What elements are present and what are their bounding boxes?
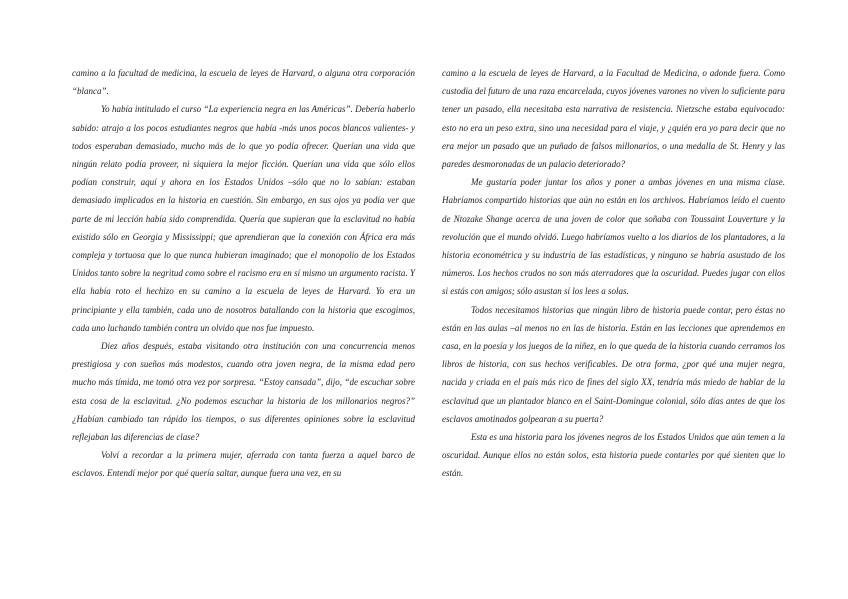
paragraph: Volví a recordar a la primera mujer, aferrada con tanta fuerza a aquel barco de esclavos. Entendí mejor por qué quería saltar, aunque fuera una vez, en su [72,450,415,479]
paragraph: camino a la escuela de leyes de Harvard, a la Facultad de Medicina, o adonde fuera. Como custodia del futuro de una raza encarcelada, cuyos jóvenes varones no viven lo suficiente para tener un pasado, ella necesitaba esta narrativa de resistencia. Nietzsche estaba equivocado: esto no era un peso extra, sino una necesidad para el viaje, y ¿quién era yo para decir que no era mejor un pasado que un puñado de falsos millonarios, o una medalla de St. Henry y las paredes desmoronadas de un palacio deteriorado? [442,68,785,170]
paragraph: Esta es una historia para los jóvenes negros de los Estados Unidos que aún temen a la oscuridad. Aunque ellos no están solos, esta historia puede contarles por qué sienten que lo están. [442,432,785,479]
paragraph: camino a la facultad de medicina, la escuela de leyes de Harvard, o alguna otra corporación “blanca”. [72,68,415,97]
paragraph: Yo había intitulado el curso “La experiencia negra en las Américas”. Debería haberlo sabido: atrajo a los pocos estudiantes negros que había -más unos pocos blancos valientes- y todos esperaban demasiado, mucho más de lo que yo podía ofrecer. Querían una vida que ningún relato podía proveer, ni siquiera la mejor ficción. Querían una vida que sólo ellos podían construir, aquí y ahora en los Estados Unidos –sólo que no lo sabían: estaban demasiado implicados en la historia en cuestión. Sin embargo, en sus ojos ya podía ver que parte de mi lección había sido comprendida. Quería que supieran que la esclavitud no había existido sólo en Georgia y Mississippi; que aprendieran que la conexión con África era más compleja y tortuosa que lo que nunca hubieran imaginado; que el monopolio de los Estados Unidos tanto sobre la negritud como sobre el racismo era en sí mismo un argumento racista. Y ella había roto el hechizo en su camino a la escuela de leyes de Harvard. Yo era un principiante y ella también, cada uno de nosotros batallando con la historia que escogimos, cada uno luchando también contra un olvido que nos fue impuesto. [72,104,415,333]
paragraph: Todos necesitamos historias que ningún libro de historia puede contar, pero éstas no están en las aulas –al menos no en las de historia. Están en las lecciones que aprendemos en casa, en la poesía y los juegos de la niñez, en lo que queda de la historia cuando cerramos los libros de historia, con sus hechos verificables. De otra forma, ¿por qué una mujer negra, nacida y criada en el país más rico de fines del siglo XX, tendría más miedo de hablar de la esclavitud que un plantador blanco en el Saint-Domingue colonial, sólo días antes de que los esclavos amotinados golpearan a su puerta? [442,304,785,424]
paragraph: Diez años después, estaba visitando otra institución con una concurrencia menos prestigiosa y con sueños más modestos, cuando otra joven negra, de la misma edad pero mucho más tímida, me tomó otra vez por sorpresa. “Estoy cansada”, dijo, “de escuchar sobre esta cosa de la esclavitud. ¿No podemos escuchar la historia de los millonarios negros?” ¿Habían cambiado tan rápido los tiempos, o sus diferentes opiniones sobre la esclavitud reflejaban las diferencias de clase? [72,341,415,443]
right-page-column [442,64,785,483]
paragraph: Me gustaría poder juntar los años y poner a ambas jóvenes en una misma clase. Habríamos compartido historias que aún no están en los archivos. Habríamos leído el cuento de Ntozake Shange acerca de una joven de color que soñaba con Toussaint Louverture y la revolución que el mundo olvidó. Luego habríamos vuelto a los diarios de los plantadores, a la historia econométrica y su industria de las estadísticas, y ninguno se habría asustado de los números. Los hechos crudos no son más aterradores que la oscuridad. Puedes jugar con ellos si estás con amigos; sólo asustan si los lees a solas. [442,177,785,297]
left-page-column [72,64,415,483]
